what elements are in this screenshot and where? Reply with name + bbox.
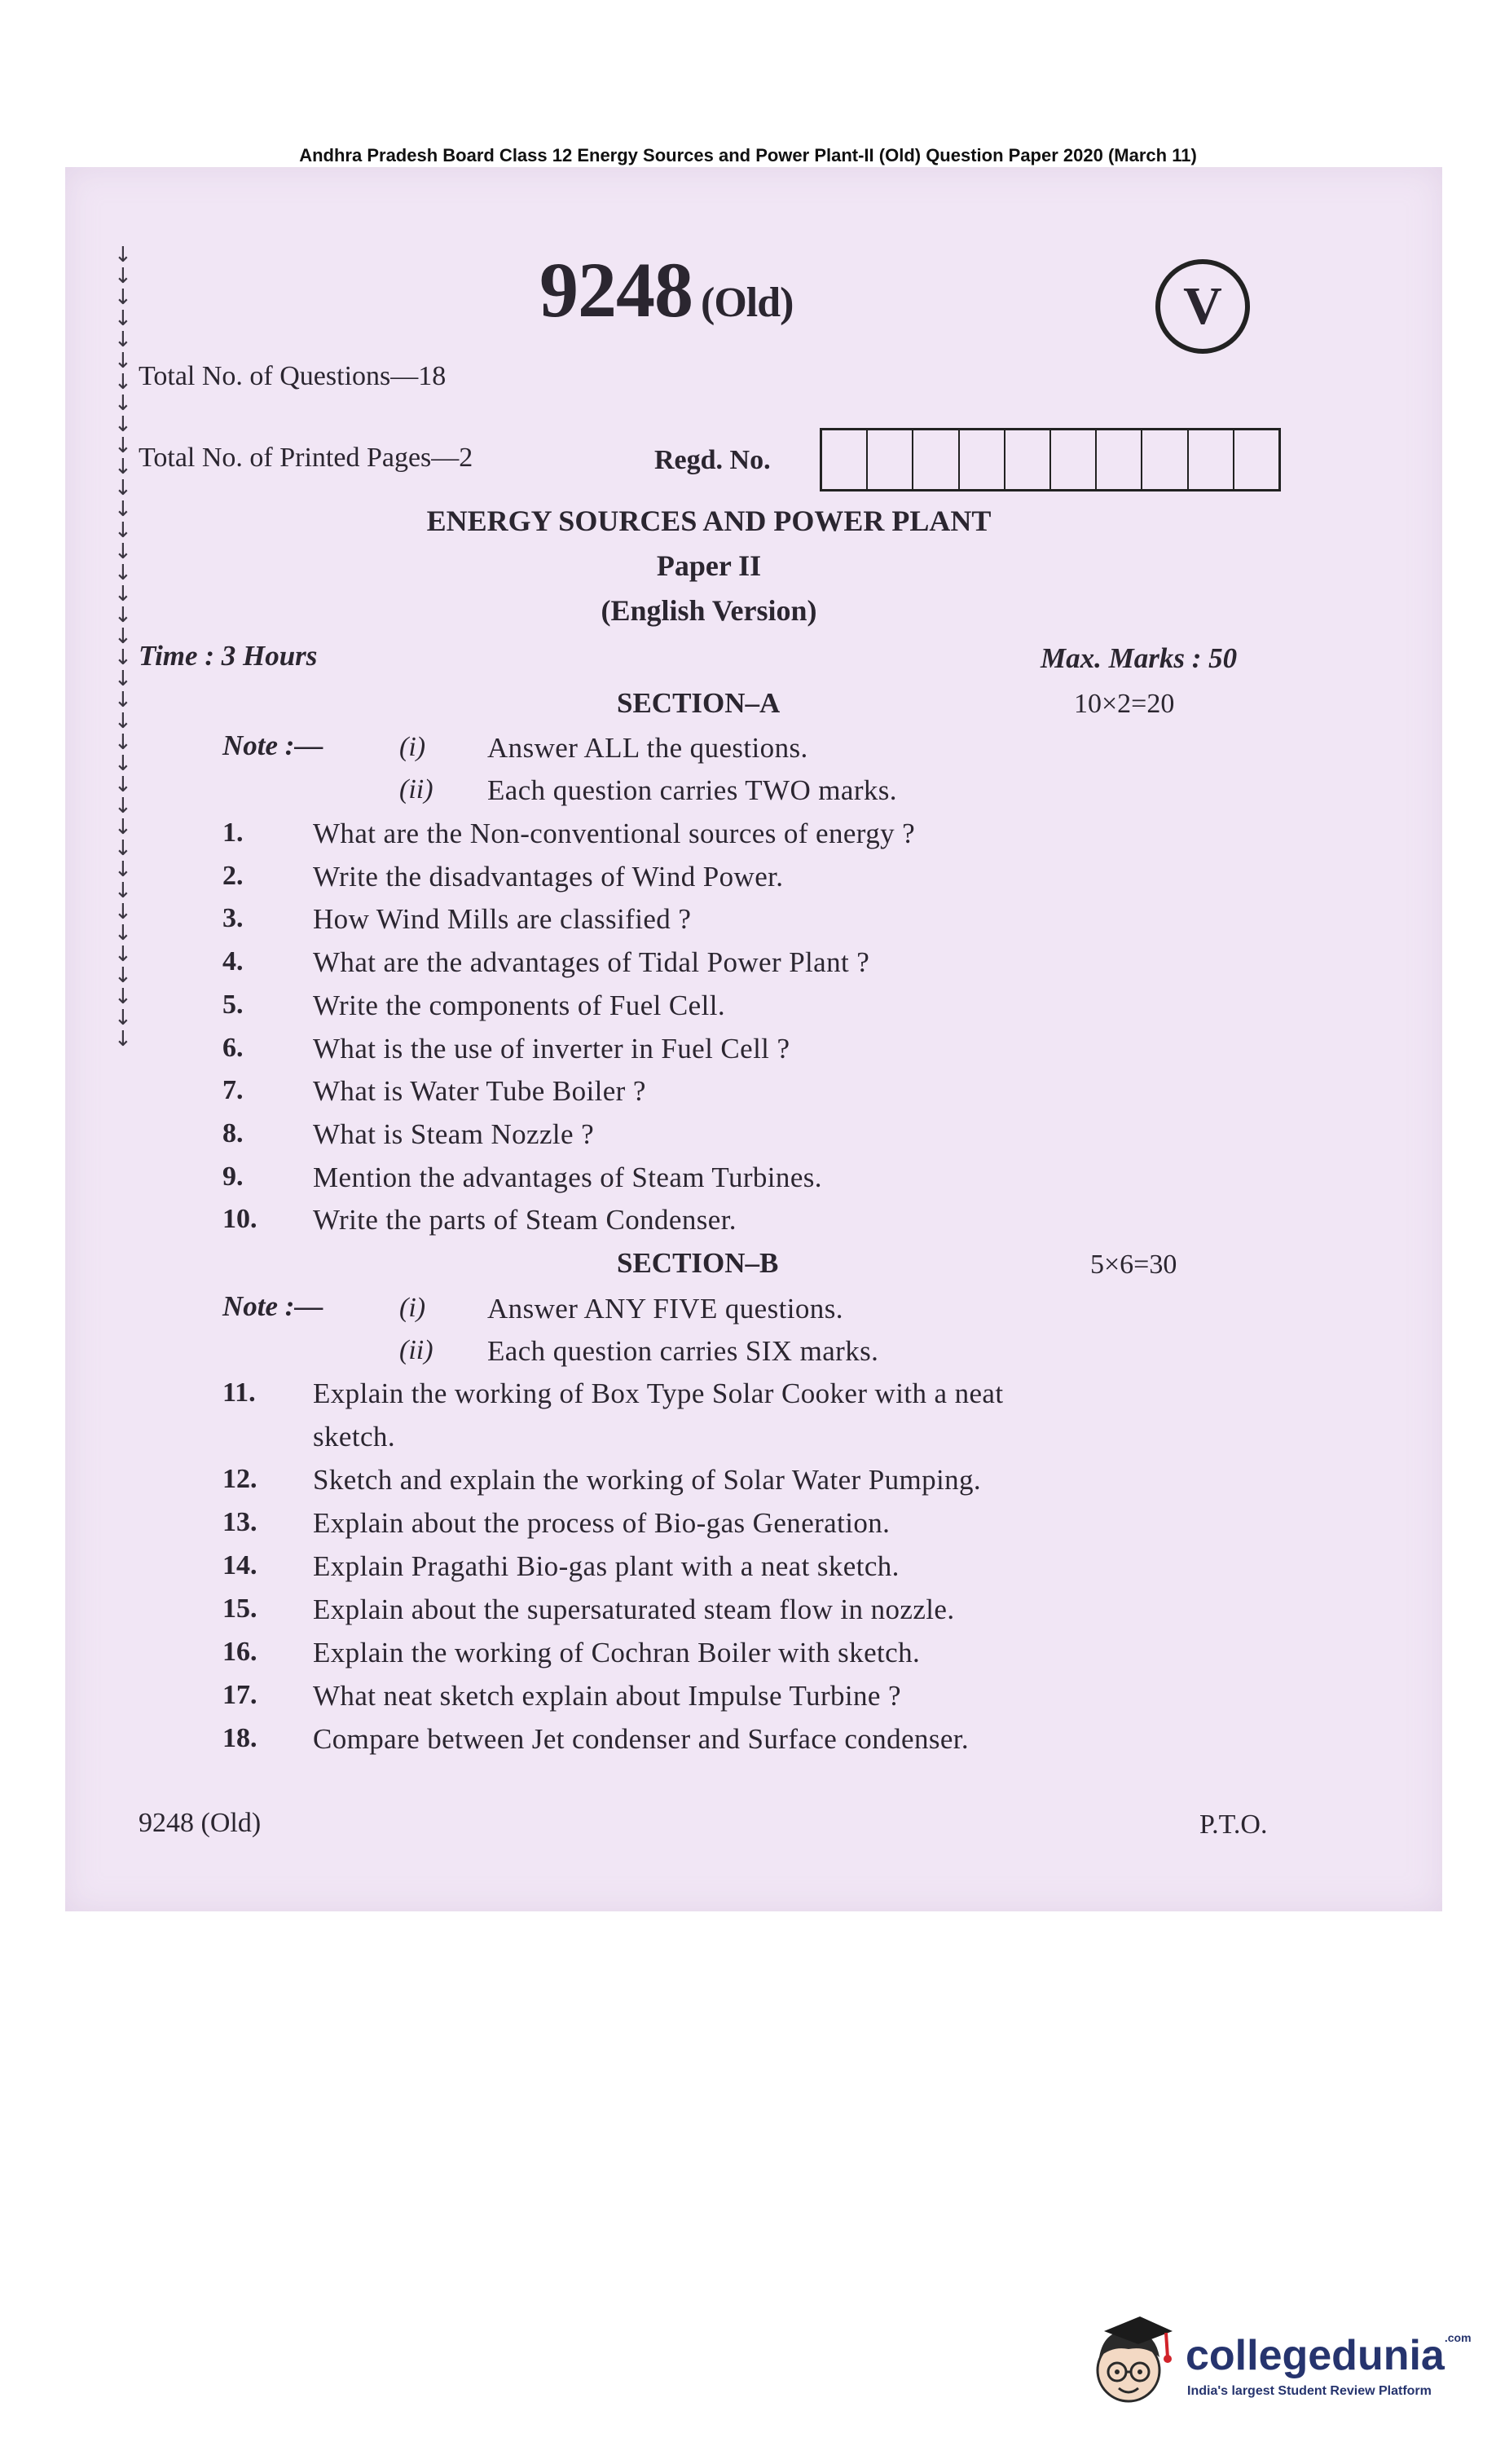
regd-cell (913, 430, 959, 489)
question-number: 17. (222, 1680, 257, 1710)
down-arrow-icon: ↓ (114, 285, 132, 310)
down-arrow-icon: ↓ (114, 497, 132, 522)
question-text: Write the disadvantages of Wind Power. (313, 860, 784, 893)
note-number: (i) (399, 1293, 426, 1323)
question-text: Mention the advantages of Steam Turbines. (313, 1161, 822, 1193)
margin-arrows (114, 245, 139, 1050)
note-text: Answer ALL the questions. (487, 732, 808, 764)
down-arrow-icon: ↓ (114, 667, 132, 691)
down-arrow-icon: ↓ (114, 900, 132, 924)
question-text: What neat sketch explain about Impulse Turbine ? (313, 1680, 901, 1712)
question-text: What are the Non-conventional sources of energy ? (313, 818, 916, 849)
regd-cell (1005, 430, 1051, 489)
question-number: 1. (222, 818, 244, 848)
down-arrow-icon: ↓ (114, 370, 132, 395)
page-banner: Andhra Pradesh Board Class 12 Energy Sources and Power Plant-II (Old) Question Paper 2020 (March 11) (299, 145, 1197, 165)
collegedunia-tagline: India's largest Student Review Platform (1187, 2384, 1432, 2398)
question-number: 12. (222, 1464, 257, 1494)
note-label: Note :— (222, 1290, 323, 1322)
question-text-continued: sketch. (313, 1421, 395, 1452)
down-arrow-icon: ↓ (114, 264, 132, 289)
question-text: How Wind Mills are classified ? (313, 903, 692, 936)
question-number: 2. (222, 860, 244, 891)
question-number: 6. (222, 1032, 244, 1063)
question-number: 10. (222, 1204, 257, 1235)
collegedunia-logo-icon (1088, 2307, 1177, 2417)
footer-paper-code: 9248 (Old) (139, 1808, 262, 1838)
note-number: (i) (399, 732, 426, 762)
total-pages: Total No. of Printed Pages—2 (139, 443, 473, 473)
down-arrow-icon: ↓ (114, 603, 132, 628)
down-arrow-icon: ↓ (114, 349, 132, 373)
down-arrow-icon: ↓ (114, 1006, 132, 1030)
question-text: Write the components of Fuel Cell. (313, 989, 725, 1021)
down-arrow-icon: ↓ (114, 836, 132, 861)
down-arrow-icon: ↓ (114, 328, 132, 352)
paper-code: 9248 (Old) (539, 246, 794, 333)
regd-cell (1051, 430, 1097, 489)
question-text: Write the parts of Steam Condenser. (313, 1204, 737, 1236)
subject-title: ENERGY SOURCES AND POWER PLANT (426, 505, 992, 537)
question-number: 8. (222, 1117, 244, 1148)
footer-pto: P.T.O. (1199, 1809, 1268, 1840)
down-arrow-icon: ↓ (114, 476, 132, 500)
collegedunia-wordmark: collegedunia$^{.com}$ (1186, 2331, 1472, 2379)
down-arrow-icon: ↓ (114, 709, 132, 734)
down-arrow-icon: ↓ (114, 582, 132, 606)
down-arrow-icon: ↓ (114, 518, 132, 543)
down-arrow-icon: ↓ (114, 412, 132, 437)
max-marks: Max. Marks : 50 (1041, 642, 1238, 674)
regd-cell (1234, 430, 1278, 489)
down-arrow-icon: ↓ (114, 794, 132, 818)
note-text: Each question carries TWO marks. (487, 774, 897, 806)
down-arrow-icon: ↓ (114, 561, 132, 585)
regd-number-boxes (820, 428, 1281, 491)
down-arrow-icon: ↓ (114, 773, 132, 797)
down-arrow-icon: ↓ (114, 815, 132, 840)
down-arrow-icon: ↓ (114, 730, 132, 755)
note-label: Note :— (222, 730, 323, 761)
regd-cell (1189, 430, 1234, 489)
question-text: What is the use of inverter in Fuel Cell ? (313, 1032, 790, 1065)
question-text: Explain the working of Box Type Solar Cooker with a neat (313, 1377, 1004, 1409)
regd-cell (1097, 430, 1142, 489)
down-arrow-icon: ↓ (114, 963, 132, 988)
question-number: 14. (222, 1550, 257, 1580)
question-number: 4. (222, 946, 244, 977)
question-text: Explain about the supersaturated steam flow in nozzle. (313, 1593, 955, 1625)
note-number: (ii) (399, 774, 433, 804)
question-text: Explain Pragathi Bio-gas plant with a neat sketch. (313, 1550, 900, 1582)
question-text: Explain about the process of Bio-gas Generation. (313, 1507, 891, 1539)
section-b-marks: 5×6=30 (1090, 1250, 1177, 1280)
note-number: (ii) (399, 1335, 433, 1365)
question-number: 15. (222, 1593, 257, 1624)
down-arrow-icon: ↓ (114, 1027, 132, 1051)
section-a-marks: 10×2=20 (1074, 689, 1175, 719)
down-arrow-icon: ↓ (114, 688, 132, 712)
down-arrow-icon: ↓ (114, 243, 132, 267)
down-arrow-icon: ↓ (114, 752, 132, 776)
question-number: 13. (222, 1507, 257, 1537)
regd-cell (868, 430, 913, 489)
down-arrow-icon: ↓ (114, 857, 132, 882)
question-number: 5. (222, 989, 244, 1020)
question-text: Explain the working of Cochran Boiler with sketch. (313, 1637, 921, 1668)
question-number: 16. (222, 1637, 257, 1667)
down-arrow-icon: ↓ (114, 391, 132, 416)
version-mark: V (1155, 259, 1250, 354)
question-number: 3. (222, 903, 244, 934)
down-arrow-icon: ↓ (114, 434, 132, 458)
total-questions: Total No. of Questions—18 (139, 361, 447, 391)
note-text: Answer ANY FIVE questions. (487, 1293, 843, 1325)
question-text: What is Steam Nozzle ? (313, 1117, 595, 1150)
question-text: Sketch and explain the working of Solar Water Pumping. (313, 1464, 982, 1496)
question-text: What are the advantages of Tidal Power Plant ? (313, 946, 870, 979)
down-arrow-icon: ↓ (114, 879, 132, 903)
question-text: Compare between Jet condenser and Surface condenser. (313, 1723, 970, 1755)
section-a-title: SECTION–A (617, 687, 781, 719)
down-arrow-icon: ↓ (114, 540, 132, 564)
question-number: 7. (222, 1075, 244, 1106)
paper-number: Paper II (656, 549, 762, 582)
question-number: 9. (222, 1161, 244, 1192)
question-text: What is Water Tube Boiler ? (313, 1075, 646, 1108)
down-arrow-icon: ↓ (114, 306, 132, 331)
down-arrow-icon: ↓ (114, 921, 132, 945)
note-text: Each question carries SIX marks. (487, 1335, 879, 1367)
regd-cell (822, 430, 868, 489)
time-allowed: Time : 3 Hours (139, 640, 318, 672)
regd-cell (1142, 430, 1188, 489)
down-arrow-icon: ↓ (114, 646, 132, 670)
section-b-title: SECTION–B (617, 1247, 779, 1279)
question-number: 18. (222, 1723, 257, 1753)
regd-cell (960, 430, 1005, 489)
down-arrow-icon: ↓ (114, 455, 132, 479)
down-arrow-icon: ↓ (114, 624, 132, 649)
down-arrow-icon: ↓ (114, 985, 132, 1009)
down-arrow-icon: ↓ (114, 942, 132, 967)
paper-version: (English Version) (601, 594, 817, 627)
question-number: 11. (222, 1377, 256, 1408)
regd-label: Regd. No. (654, 445, 771, 475)
